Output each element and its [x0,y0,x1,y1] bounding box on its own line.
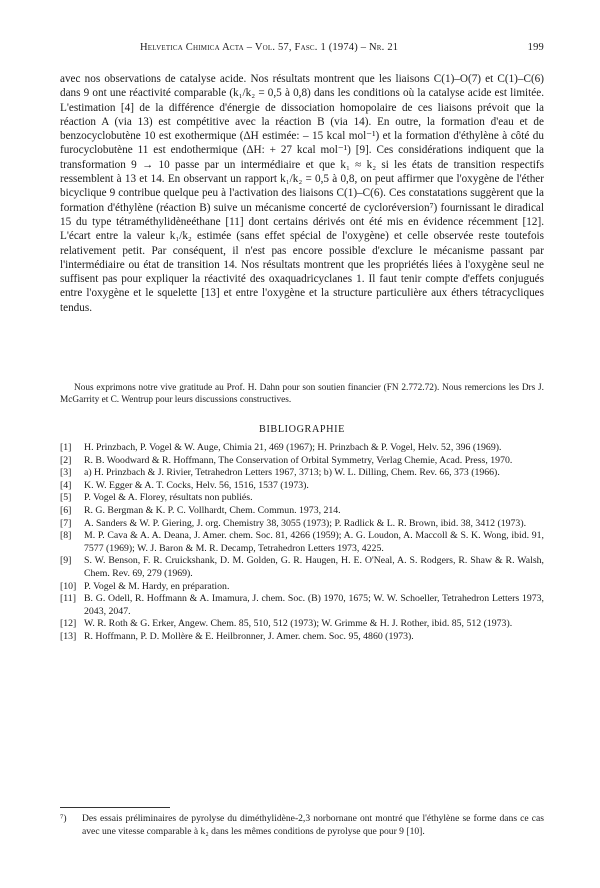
reference-text: P. Vogel & M. Hardy, en préparation. [84,580,230,592]
reference-number: [4] [60,479,72,491]
reference-number: [12] [60,618,77,630]
reference-list [60,442,544,644]
reference-text: W. R. Roth & G. Erker, Angew. Chem. 85, 510, 512 (1973); W. Grimme & H. J. Rother, ibid. 85, 512 (1973). [84,618,513,630]
reference-number: [9] [60,555,72,567]
bibliography-title: BIBLIOGRAPHIE [259,424,345,435]
reference-item [60,455,544,468]
reference-text: P. Vogel & A. Florey, résultats non publiés. [84,492,253,504]
reference-number: [6] [60,504,72,516]
reference-item [60,467,544,480]
page-number: 199 [527,42,544,53]
reference-number: [1] [60,442,72,453]
reference-text: R. B. Woodward & R. Hoffmann, The Conservation of Orbital Symmetry, Verlag Chemie, Acad. Press, 1970. [84,454,513,466]
reference-item [60,618,544,631]
main-text [60,72,544,315]
running-header [60,42,544,58]
reference-item [60,518,544,531]
reference-text: R. G. Bergman & K. P. C. Vollhardt, Chem. Commun. 1973, 214. [84,504,341,516]
footnote [60,813,544,838]
reference-text: H. Prinzbach, P. Vogel & W. Auge, Chimia 21, 469 (1967); H. Prinzbach & P. Vogel, Helv. 52, 396 (1969). [84,442,502,453]
reference-text: R. Hoffmann, P. D. Mollère & E. Heilbronner, J. Amer. chem. Soc. 95, 4860 (1973). [84,630,414,642]
reference-text: B. G. Odell, R. Hoffmann & A. Imamura, J. chem. Soc. (B) 1970, 1675; W. W. Schoeller, Tetrahedron Letters 1973, 2043, 2047. [84,593,544,617]
reference-item [60,530,544,555]
footnote-text: Des essais préliminaires de pyrolyse du diméthylidène-2,3 norbornane ont montré que l'éthylène se forme dans ce cas avec une vitesse comparable à k₂ dans les mêmes conditions de pyrolyse que pour 9 [10]. [82,813,544,837]
reference-text: K. W. Egger & A. T. Cocks, Helv. 56, 1516, 1537 (1973). [84,479,309,491]
body-paragraph: avec nos observations de catalyse acide. Nos résultats montrent que les liaisons C(1)–O(7) et C(1)–C(6) dans 9 ont une réactivité comparable (k₁/k₂ = 0,5 à 0,8) dans les conditions où la catalyse acide est limitée. L'estimation [4] de la différence d'énergie de dissociation homopolaire de ces liaisons prévoit que la réaction A (via 13) est compétitive avec la réaction B (via 14). En outre, la formation d'eau et de benzocyclobutène 10 est exothermique (ΔH estimée: – 15 kcal mol⁻¹) et la formation d'éthylène à côté du furocyclobutène 11 est endothermique (ΔH: + 27 kcal mol⁻¹) [9]. Ces considérations indiquent que la transformation 9 → 10 passe par un intermédiaire et que k₁ ≈ k₂ si les états de transition respectifs ressemblent à 13 et 14. En observant un rapport k₁/k₂ = 0,5 à 0,8, on peut affirmer que l'oxygène de l'éther bicyclique 9 contribue quelque peu à l'activation des liaisons C(1)–C(6). Ces constatations suggèrent que la formation d'éthylène (réaction B) suive un mécanisme concerté de cycloréversion⁷) fournissant le diradical 15 du type tétraméthylidèneéthane [11] dont certains dérivés ont été mis en évidence récemment [12]. L'écart entre la valeur k₁/k₂ estimée (sans effet spécial de l'oxygène) et celle observée reste toutefois relativement petit. Par conséquent, il n'est pas encore possible d'exclure le mécanisme passant par l'intermédiaire ou état de transition 14. Nos résultats montrent que les propriétés liées à l'oxygène seul ne suffisent pas pour expliquer la réactivité des oxaquadricyclanes 1. Il faut tenir compte d'effets conjugués entre l'oxygène et le squelette [13] et entre l'oxygène et la structure particulière aux éthers tétracycliques tendus. [60,73,544,314]
reference-text: a) H. Prinzbach & J. Rivier, Tetrahedron Letters 1967, 3713; b) W. L. Dilling, Chem. Rev. 66, 373 (1966). [84,467,500,479]
running-title: Helvetica Chimica Acta – Vol. 57, Fasc. 1 (1974) – Nr. 21 [140,42,399,53]
reference-text: M. P. Cava & A. A. Deana, J. Amer. chem. Soc. 81, 4266 (1959); A. G. Loudon, A. Maccoll & S. K. Wong, ibid. 91, 7577 (1969); W. J. Baron & M. R. Decamp, Tetrahedron Letters 1973, 4225. [84,530,544,554]
reference-number: [3] [60,467,72,479]
acknowledgement [60,382,544,407]
reference-number: [11] [60,593,76,605]
reference-text: A. Sanders & W. P. Giering, J. org. Chemistry 38, 3055 (1973); P. Radlick & L. R. Brown, ibid. 38, 3412 (1973). [84,517,527,529]
reference-item [60,593,544,618]
footnote-number: ⁷) [60,813,67,824]
reference-number: [5] [60,492,72,504]
reference-item [60,442,544,455]
reference-item [60,492,544,505]
reference-number: [7] [60,517,72,529]
reference-item [60,581,544,594]
reference-number: [13] [60,630,77,642]
reference-number: [2] [60,454,72,466]
reference-item [60,480,544,493]
reference-item [60,631,544,644]
acknowledgement-text: Nous exprimons notre vive gratitude au Prof. H. Dahn pour son soutien financier (FN 2.772.72). Nous remercions les Drs J. McGarrity et C. Wentrup pour leurs discussions constructives. [60,383,544,406]
reference-text: S. W. Benson, F. R. Cruickshank, D. M. Golden, G. R. Haugen, H. E. O'Neal, A. S. Rodgers, R. Shaw & R. Walsh, Chem. Rev. 69, 279 (1969). [84,555,544,579]
footnote-rule [60,807,170,808]
reference-number: [8] [60,530,72,542]
reference-item [60,555,544,580]
reference-number: [10] [60,580,77,592]
reference-item [60,505,544,518]
